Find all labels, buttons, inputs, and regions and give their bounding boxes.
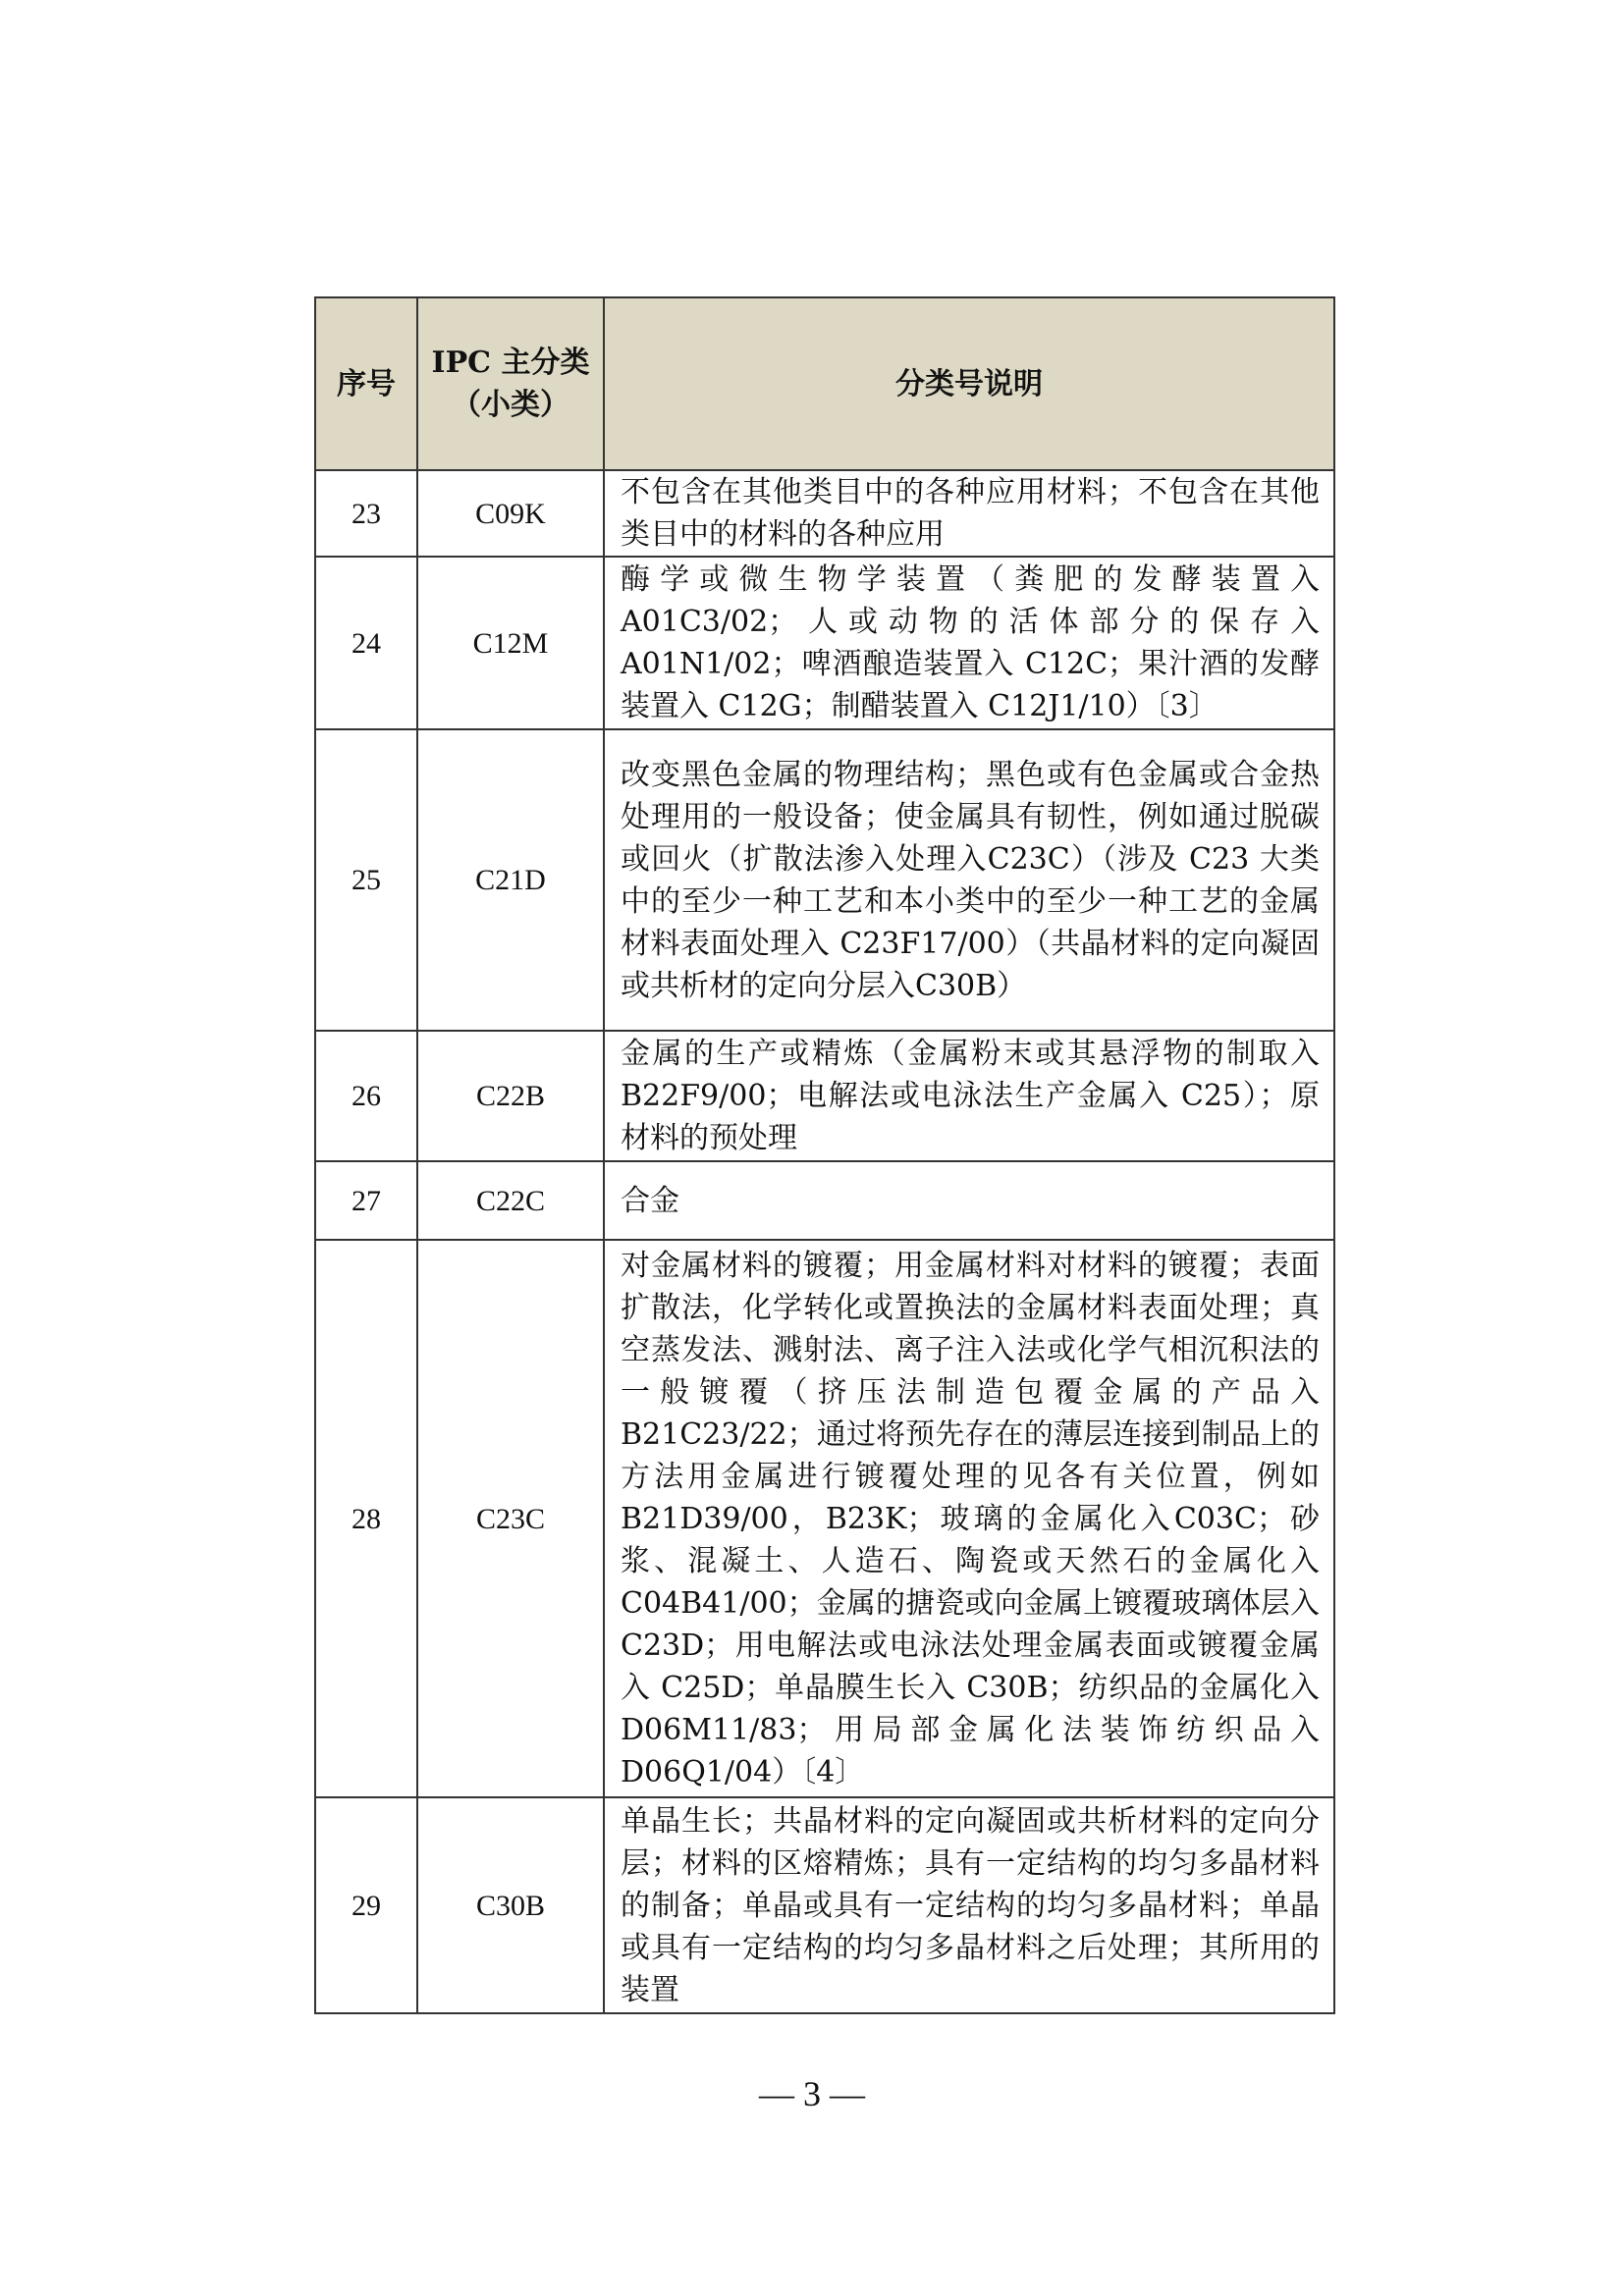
page-number: — 3 — xyxy=(759,2074,865,2113)
table-header-row xyxy=(315,297,1334,470)
description-cell: 合金 xyxy=(604,1161,1334,1240)
ipc-code-cell: C09K xyxy=(417,470,604,557)
table-row xyxy=(315,1161,1334,1240)
description-cell: 不包含在其他类目中的各种应用材料；不包含在其他类目中的材料的各种应用 xyxy=(604,470,1334,557)
ipc-classification-table xyxy=(314,296,1335,2014)
ipc-code-cell: C23C xyxy=(417,1240,604,1797)
description-cell: 金属的生产或精炼（金属粉末或其悬浮物的制取入 B22F9/00；电解法或电泳法生产金属入 C25）；原材料的预处理 xyxy=(604,1031,1334,1161)
table-row xyxy=(315,1797,1334,2013)
ipc-code-cell: C22B xyxy=(417,1031,604,1161)
table-row xyxy=(315,557,1334,729)
seq-cell: 28 xyxy=(315,1240,417,1797)
table-row xyxy=(315,729,1334,1031)
ipc-code-cell: C21D xyxy=(417,729,604,1031)
seq-cell: 23 xyxy=(315,470,417,557)
header-ipc: IPC 主分类（小类） xyxy=(417,297,604,470)
seq-cell: 27 xyxy=(315,1161,417,1240)
description-cell: 酶学或微生物学装置（粪肥的发酵装置入A01C3/02；人或动物的活体部分的保存入 A01N1/02；啤酒酿造装置入 C12C；果汁酒的发酵装置入 C12G；制醋装置入 C12J1/10）〔3〕 xyxy=(604,557,1334,729)
seq-cell: 29 xyxy=(315,1797,417,2013)
header-seq: 序号 xyxy=(315,297,417,470)
ipc-code-cell: C30B xyxy=(417,1797,604,2013)
table-row xyxy=(315,470,1334,557)
seq-cell: 25 xyxy=(315,729,417,1031)
seq-cell: 26 xyxy=(315,1031,417,1161)
table-row xyxy=(315,1031,1334,1161)
description-cell: 单晶生长；共晶材料的定向凝固或共析材料的定向分层；材料的区熔精炼；具有一定结构的均匀多晶材料的制备；单晶或具有一定结构的均匀多晶材料；单晶或具有一定结构的均匀多晶材料之后处理；其所用的装置 xyxy=(604,1797,1334,2013)
table-row xyxy=(315,1240,1334,1797)
description-cell: 改变黑色金属的物理结构；黑色或有色金属或合金热处理用的一般设备；使金属具有韧性，例如通过脱碳或回火（扩散法渗入处理入C23C）（涉及 C23 大类中的至少一种工艺和本小类中的至少一种工艺的金属材料表面处理入 C23F17/00）（共晶材料的定向凝固或共析材的定向分层入C30B） xyxy=(604,729,1334,1031)
description-cell: 对金属材料的镀覆；用金属材料对材料的镀覆；表面扩散法，化学转化或置换法的金属材料表面处理；真空蒸发法、溅射法、离子注入法或化学气相沉积法的一般镀覆（挤压法制造包覆金属的产品入 B21C23/22；通过将预先存在的薄层连接到制品上的方法用金属进行镀覆处理的见各有关位置，例如 B21D39/00，B23K；玻璃的金属化入C03C；砂浆、混凝土、人造石、陶瓷或天然石的金属化入 C04B41/00；金属的搪瓷或向金属上镀覆玻璃体层入 C23D；用电解法或电泳法处理金属表面或镀覆金属入 C25D；单晶膜生长入 C30B；纺织品的金属化入 D06M11/83；用局部金属化法装饰纺织品入 D06Q1/04）〔4〕 xyxy=(604,1240,1334,1797)
seq-cell: 24 xyxy=(315,557,417,729)
header-desc: 分类号说明 xyxy=(604,297,1334,470)
ipc-code-cell: C12M xyxy=(417,557,604,729)
ipc-code-cell: C22C xyxy=(417,1161,604,1240)
